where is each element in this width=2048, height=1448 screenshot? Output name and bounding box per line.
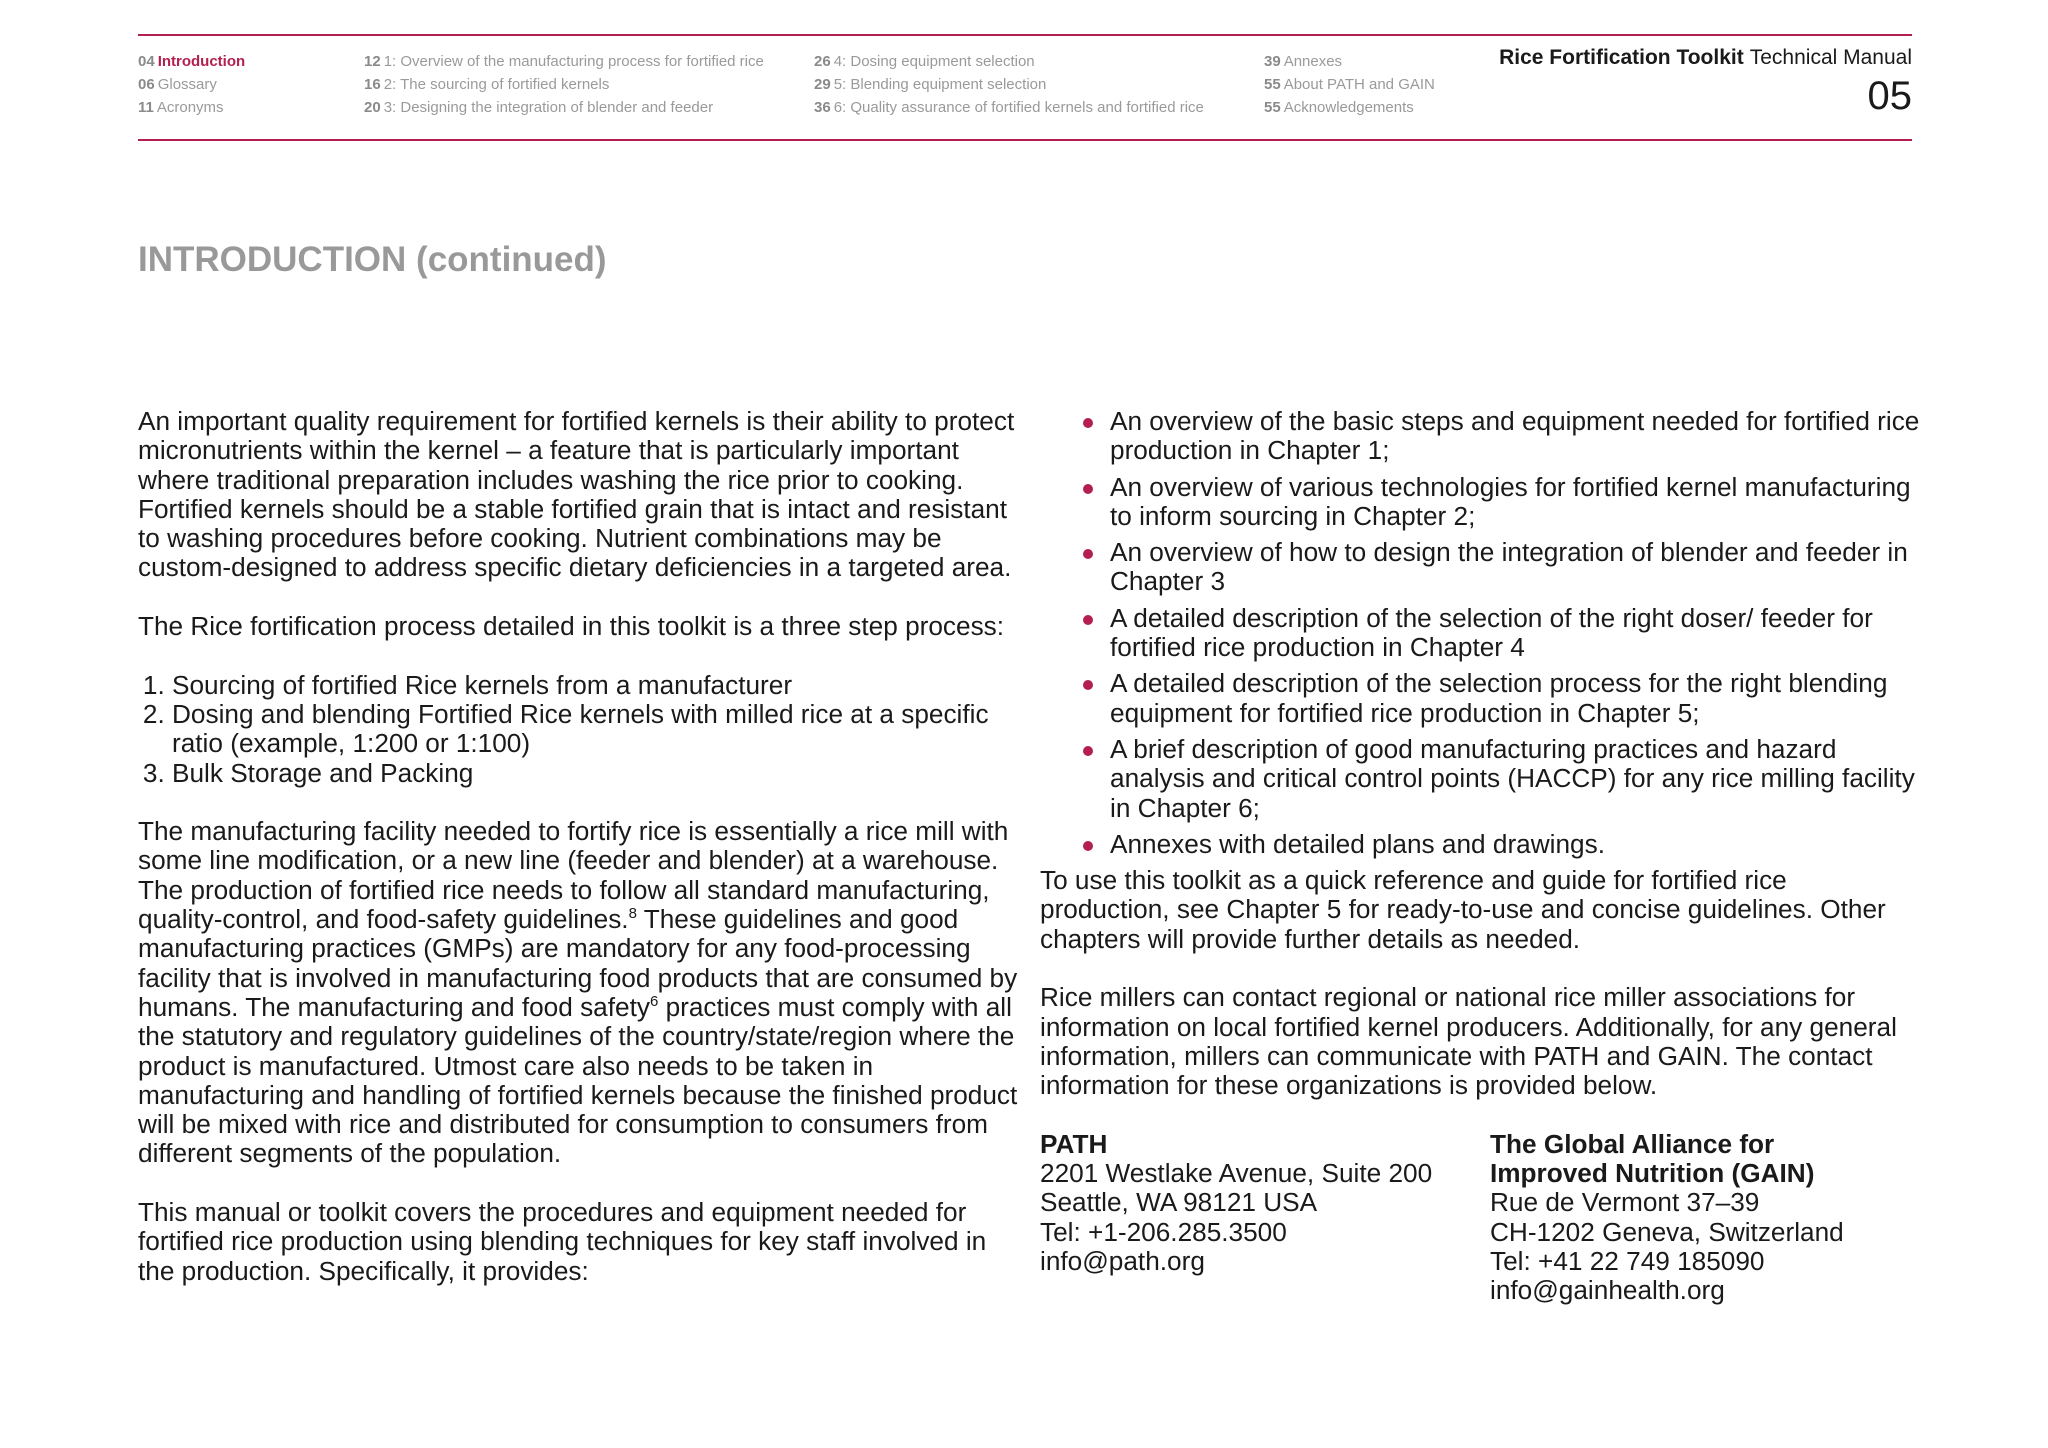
contact-gain bbox=[1490, 1130, 1920, 1306]
bullet-icon bbox=[1083, 841, 1093, 851]
list-item: An overview of the basic steps and equipment needed for fortified rice production in Chapter 1; bbox=[1040, 407, 1920, 466]
nav-link-chapter-5[interactable]: 29 5: Blending equipment selection bbox=[814, 76, 1047, 93]
list-item: A detailed description of the selection process for the right blending equipment for fortified rice production in Chapter 5; bbox=[1040, 669, 1920, 728]
paragraph-contact-info: Rice millers can contact regional or national rice miller associations for information on local fortified kernel producers. Additionally, for any general information, millers can communicate with PATH and GAIN. The contact information for these organizations is provided below. bbox=[1040, 982, 1897, 1101]
list-item: Annexes with detailed plans and drawings. bbox=[1040, 830, 1920, 859]
publication-title bbox=[1499, 46, 1912, 70]
contact-email[interactable]: info@path.org bbox=[1040, 1246, 1205, 1277]
paragraph-quality-requirement: An important quality requirement for fortified kernels is their ability to protect micronutrients within the kernel – a feature that is particularly important where traditional preparation includes washing the rice prior to cooking. Fortified kernels should be a stable fortified grain that is intact and resistant to washing procedures before cooking. Nutrient combinations may be custom-designed to address specific dietary deficiencies in a targeted area. bbox=[138, 406, 1015, 583]
list-item: A detailed description of the selection of the right doser/ feeder for fortified rice production in Chapter 4 bbox=[1040, 604, 1920, 663]
nav-column-4 bbox=[1264, 50, 1435, 119]
nav-column-3 bbox=[814, 50, 1204, 119]
contacts-block bbox=[1040, 1130, 1920, 1306]
paragraph-process-intro: The Rice fortification process detailed in this toolkit is a three step process: bbox=[138, 611, 1005, 642]
nav-link-acronyms[interactable]: 11 Acronyms bbox=[138, 99, 224, 116]
nav-link-chapter-6[interactable]: 36 6: Quality assurance of fortified kernels and fortified rice bbox=[814, 99, 1204, 116]
nav-column-1 bbox=[138, 50, 245, 119]
contact-phone: Tel: +1-206.285.3500 bbox=[1040, 1216, 1287, 1247]
brand-subtitle: Technical Manual bbox=[1749, 46, 1912, 69]
list-item: A brief description of good manufacturing practices and hazard analysis and critical control points (HACCP) for any rice milling facility in Chapter 6; bbox=[1040, 735, 1920, 823]
page-number: 05 bbox=[1867, 74, 1912, 118]
nav-link-chapter-2[interactable]: 16 2: The sourcing of fortified kernels bbox=[364, 76, 610, 93]
nav-link-chapter-4[interactable]: 26 4: Dosing equipment selection bbox=[814, 53, 1035, 70]
contact-path bbox=[1040, 1130, 1490, 1306]
contact-city: Seattle, WA 98121 USA bbox=[1040, 1187, 1318, 1218]
left-column bbox=[138, 407, 1018, 1315]
paragraph-toolkit-scope: This manual or toolkit covers the procedures and equipment needed for fortified rice production using blending techniques for key staff involved in the production. Specifically, it provides: bbox=[138, 1197, 987, 1286]
contact-email[interactable]: info@gainhealth.org bbox=[1490, 1275, 1725, 1306]
nav-link-annexes[interactable]: 39 Annexes bbox=[1264, 53, 1343, 70]
list-item: An overview of various technologies for fortified kernel manufacturing to inform sourcing in Chapter 2; bbox=[1040, 473, 1920, 532]
brand-name: Rice Fortification Toolkit bbox=[1499, 46, 1744, 69]
list-item: 1. Sourcing of fortified Rice kernels from a manufacturer bbox=[172, 671, 1018, 700]
nav-link-introduction[interactable]: 04 Introduction bbox=[138, 53, 246, 70]
contact-address: Rue de Vermont 37–39 bbox=[1490, 1187, 1760, 1218]
bullet-icon bbox=[1083, 680, 1093, 690]
nav-column-2 bbox=[364, 50, 764, 119]
footnote-ref[interactable]: 8 bbox=[628, 905, 637, 923]
list-item: 2. Dosing and blending Fortified Rice kernels with milled rice at a specific ratio (example, 1:200 or 1:100) bbox=[172, 700, 1018, 759]
header-bottom-rule bbox=[138, 139, 1912, 141]
process-steps-list bbox=[138, 671, 1018, 788]
list-item: An overview of how to design the integration of blender and feeder in Chapter 3 bbox=[1040, 538, 1920, 597]
nav-link-acknowledgements[interactable]: 55 Acknowledgements bbox=[1264, 99, 1414, 116]
nav-link-glossary[interactable]: 06 Glossary bbox=[138, 76, 217, 93]
contact-city: CH-1202 Geneva, Switzerland bbox=[1490, 1216, 1844, 1247]
header-top-rule bbox=[138, 34, 1912, 36]
paragraph-quick-reference: To use this toolkit as a quick reference and guide for fortified rice production, see Chapter 5 for ready-to-use and concise guidelines. Other chapters will provide further details as needed. bbox=[1040, 865, 1886, 954]
contact-name: The Global Alliance for bbox=[1490, 1128, 1775, 1159]
bullet-icon bbox=[1083, 615, 1093, 625]
bullet-icon bbox=[1083, 746, 1093, 756]
list-item: 3. Bulk Storage and Packing bbox=[172, 759, 1018, 788]
bullet-icon bbox=[1083, 418, 1093, 428]
right-column bbox=[1040, 407, 1920, 1306]
nav-link-chapter-1[interactable]: 12 1: Overview of the manufacturing process for fortified rice bbox=[364, 53, 764, 70]
nav-link-about[interactable]: 55 About PATH and GAIN bbox=[1264, 76, 1435, 93]
nav-link-chapter-3[interactable]: 20 3: Designing the integration of blender and feeder bbox=[364, 99, 714, 116]
paragraph-manufacturing-facility: The manufacturing facility needed to fortify rice is essentially a rice mill with some line modification, or a new line (feeder and blender) at a warehouse. The production of fortified rice needs to follow all standard manufacturing, quality-control, and food-safety guidelines.$^8$ These guidelines and good manufacturing practices (GMPs) are mandatory for any food-processing facility that is involved in manufacturing food products that are consumed by humans. The manufacturing and food safety$^6$ practices must comply with all the statutory and regulatory guidelines of the country/state/region where the product is manufactured. Utmost care also needs to be taken in manufacturing and handling of fortified kernels because the finished product will be mixed with rice and distributed for consumption to consumers from different segments of the population. bbox=[138, 816, 1018, 1169]
page-title: INTRODUCTION (continued) bbox=[138, 240, 607, 279]
contact-phone: Tel: +41 22 749 185090 bbox=[1490, 1246, 1765, 1277]
contact-name: Improved Nutrition (GAIN) bbox=[1490, 1158, 1815, 1189]
bullet-icon bbox=[1083, 484, 1093, 494]
contact-name: PATH bbox=[1040, 1128, 1108, 1159]
provides-list bbox=[1040, 407, 1920, 859]
contact-address: 2201 Westlake Avenue, Suite 200 bbox=[1040, 1158, 1433, 1189]
footnote-ref[interactable]: 6 bbox=[649, 992, 659, 1010]
bullet-icon bbox=[1083, 549, 1093, 559]
